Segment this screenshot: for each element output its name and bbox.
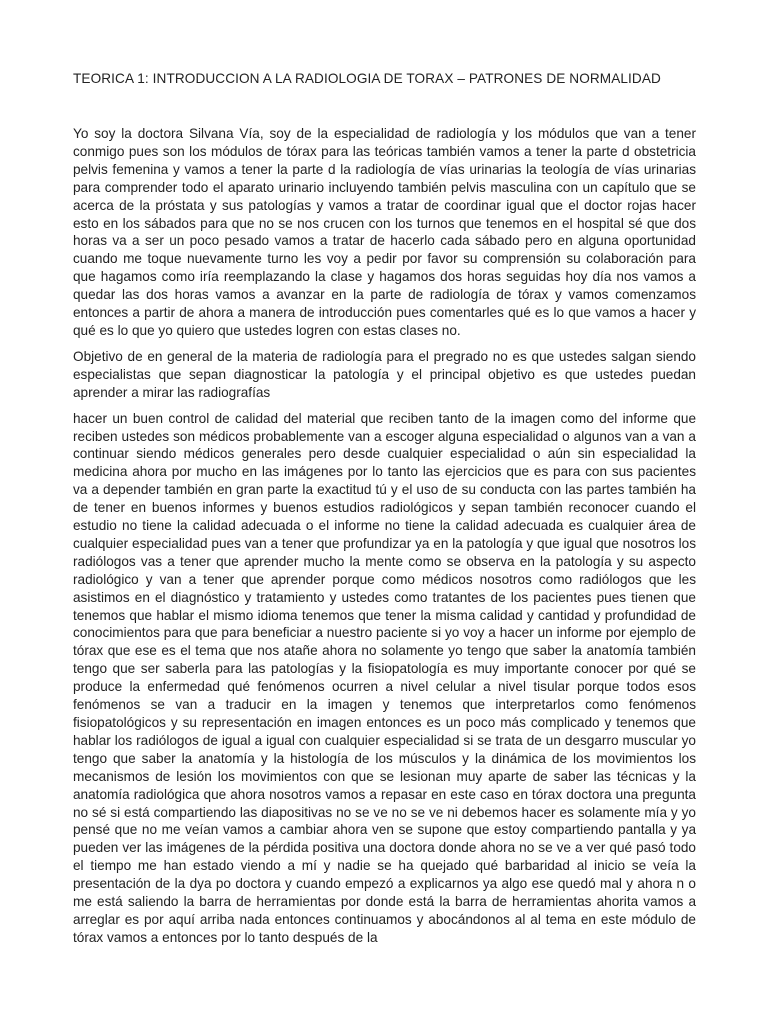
paragraph-body: hacer un buen control de calidad del material que reciben tanto de la imagen como del informe que reciben ustedes son médicos probablemente van a escoger alguna especialidad o algunos van a van a continuar siendo médicos generales pero desde cualquier especialidad o aún sin especialidad la medicina ahora por mucho en las imágenes por lo tanto las ejercicios que es para con sus pacientes va a depender también en gran parte la exactitud tú y el uso de su conducta con las partes también ha de tener en buenos informes y buenos estudios radiológicos y sepan también reconocer cuando el estudio no tiene la calidad adecuada o el informe no tiene la calidad adecuada es cualquier área de cualquier especialidad pues van a tener que profundizar ya en la patología y que igual que nosotros los radiólogos vas a tener que aprender mucho la mente como se observa en la patología y su aspecto radiológico y van a tener que aprender porque como médicos nosotros como radiólogos que les asistimos en el diagnóstico y tratamiento y ustedes como tratantes de los pacientes pues tienen que tenemos que hablar el mismo idioma tenemos que tener la misma calidad y cantidad y profundidad de conocimientos para que para beneficiar a nuestro paciente si yo voy a hacer un informe por ejemplo de tórax que ese es el tema que nos atañe ahora no solamente yo tengo que saber la anatomía también tengo que ser saberla para las patologías y la fisiopatología es muy importante conocer por qué se produce la enfermedad qué fenómenos ocurren a nivel celular a nivel tisular porque todos esos fenómenos se van a traducir en la imagen y tenemos que interpretarlos como fenómenos fisiopatológicos y su representación en imagen entonces es un poco más complicado y tenemos que hablar los radiólogos de igual a igual con cualquier especialidad si se trata de un desgarro muscular yo tengo que saber la anatomía y la histología de los músculos y la dinámica de los movimientos los mecanismos de lesión los movimientos con que se lesionan muy aparte de saber las técnicas y la anatomía radiológica que ahora nosotros vamos a repasar en este caso en tórax doctora una pregunta no sé si está compartiendo las diapositivas no se ve no se ve ni debemos hacer es solamente mía y yo pensé que no me veían vamos a cambiar ahora ven se supone que estoy compartiendo pantalla y ya pueden ver las imágenes de la pérdida positiva una doctora donde ahora no se ve a ver qué pasó todo el tiempo me han estado viendo a mí y nadie se ha quejado qué barbaridad al inicio se veía la presentación de la dya po doctora y cuando empezó a explicarnos ya algo ese quedó mal y ahora n o me está saliendo la barra de herramientas por donde está la barra de herramientas ahorita vamos a arreglar es por aquí arriba nada entonces continuamos y abocándonos al al tema en este módulo de tórax vamos a entonces por lo tanto después de la bbox=[73, 410, 696, 945]
paragraph-objective: Objetivo de en general de la materia de radiología para el pregrado no es que ustedes salgan siendo especialistas que sepan diagnosticar la patología y el principal objetivo es que ustedes puedan aprender a mirar las radiografías bbox=[73, 348, 696, 400]
document-page bbox=[73, 70, 696, 947]
paragraph-introduction: Yo soy la doctora Silvana Vía, soy de la especialidad de radiología y los módulos que van a tener conmigo pues son los módulos de tórax para las teóricas también vamos a tener la parte d obstetricia pelvis femenina y vamos a tener la parte d la radiología de vías urinarias la teología de vías urinarias para comprender todo el aparato urinario incluyendo también pelvis masculina con un capítulo que se acerca de la próstata y sus patologías y vamos a tratar de coordinar igual que el doctor rojas hacer esto en los sábados para que no se nos crucen con los turnos que tenemos en el hospital sé que dos horas va a ser un poco pesado vamos a tratar de hacerlo cada sábado pero en alguna oportunidad cuando me toque nuevamente turno les voy a pedir por favor su comprensión su colaboración para que hagamos como iría reemplazando la clase y hagamos dos horas seguidas hoy día nos vamos a quedar las dos horas vamos a avanzar en la parte de radiología de tórax y vamos comenzamos entonces a partir de ahora a manera de introducción pues comentarles qué es lo que vamos a hacer y qué es lo que yo quiero que ustedes logren con estas clases no. bbox=[73, 126, 696, 338]
document-title: TEORICA 1: INTRODUCCION A LA RADIOLOGIA DE TORAX – PATRONES DE NORMALIDAD bbox=[73, 71, 661, 86]
